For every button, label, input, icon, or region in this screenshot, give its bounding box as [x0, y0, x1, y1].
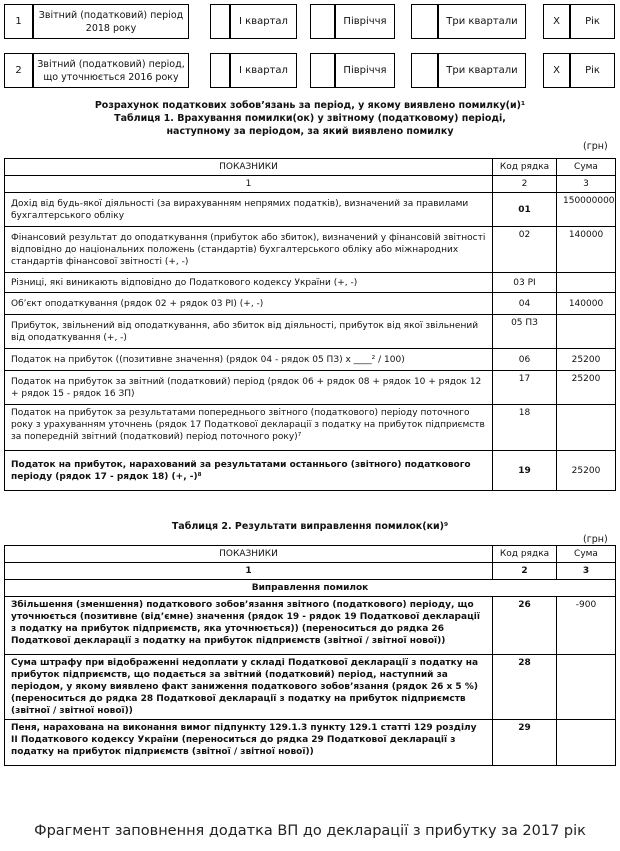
table-row — [5, 451, 616, 491]
q1-checkbox[interactable] — [210, 53, 230, 88]
table-row — [5, 273, 616, 293]
column-number: 2 — [493, 563, 557, 580]
year-checkbox[interactable]: X — [543, 4, 570, 39]
table1-title: Таблиця 1. Врахування помилки(ок) у звітному (податковому) періоді, — [114, 113, 506, 124]
column-header: ПОКАЗНИКИ — [5, 159, 493, 176]
column-number: 1 — [5, 563, 493, 580]
table-row — [5, 597, 616, 655]
row-label: Податок на прибуток, нарахований за результатами останнього (звітного) податкового періоду (рядок 17 - рядок 18) (+, -)⁸ — [5, 451, 493, 491]
row-label: Податок на прибуток за результатами попереднього звітного (податкового) періоду поточного року з урахуванням уточнень (рядок 17 Податкової декларації з податку на прибуток підприємств за попередній звітний (податковий) період поточного року)⁷ — [5, 405, 493, 451]
row-sum[interactable]: 25200 — [557, 451, 616, 491]
row-sum[interactable] — [557, 273, 616, 293]
half-year-label: Півріччя — [335, 53, 395, 88]
table-row — [5, 315, 616, 349]
row-sum[interactable]: 25200 — [557, 371, 616, 405]
table-row — [5, 371, 616, 405]
table1-subtitle: наступному за періодом, за який виявлено помилку — [166, 126, 454, 137]
row-code: 06 — [493, 349, 557, 371]
row-code: 17 — [493, 371, 557, 405]
row-label: Збільшення (зменшення) податкового зобов’язання звітного (податкового) періоду, що уточнюється (позитивне (від’ємне) значення (рядок 19 - рядок 19 Податкової декларації з податку на прибуток підприємств, яка уточнюється)) (переноситься до рядка 26 Податкової декларації з податку на прибуток підприємств (звітної / звітної нової)) — [5, 597, 493, 655]
row-sum[interactable]: 150000000 — [557, 193, 616, 227]
table1 — [4, 158, 616, 491]
q1-checkbox[interactable] — [210, 4, 230, 39]
table2-title: Таблиця 2. Результати виправлення помилок(ки)⁹ — [171, 521, 449, 532]
table2-unit: (грн) — [583, 534, 608, 545]
row-sum[interactable] — [557, 655, 616, 720]
row-sum[interactable]: -900 — [557, 597, 616, 655]
half-year-checkbox[interactable] — [310, 4, 335, 39]
three-quarters-label: Три квартали — [438, 4, 526, 39]
subheading: Виправлення помилок — [5, 580, 616, 597]
row-label: Дохід від будь-якої діяльності (за вирахуванням непрямих податків), визначений за правилами бухгалтерського обліку — [5, 193, 493, 227]
row-code: 18 — [493, 405, 557, 451]
row-label: Прибуток, звільнений від оподаткування, або збиток від діяльності, прибуток від якої звільнений від оподаткування (+, -) — [5, 315, 493, 349]
row-sum[interactable] — [557, 315, 616, 349]
row-code: 02 — [493, 227, 557, 273]
table2 — [4, 545, 616, 766]
caption: Фрагмент заповнення додатка ВП до декларації з прибутку за 2017 рік — [34, 823, 586, 839]
row-code: 04 — [493, 293, 557, 315]
column-header: Сума — [557, 546, 616, 563]
table-row — [5, 655, 616, 720]
row-code: 03 РІ — [493, 273, 557, 293]
row-sum[interactable]: 25200 — [557, 349, 616, 371]
row-sum[interactable]: 140000 — [557, 227, 616, 273]
period-row-number: 2 — [4, 53, 33, 88]
column-number: 3 — [557, 176, 616, 193]
row-code: 01 — [493, 193, 557, 227]
table-row — [5, 227, 616, 273]
three-quarters-label: Три квартали — [438, 53, 526, 88]
year-label: Рік — [570, 53, 615, 88]
half-year-checkbox[interactable] — [310, 53, 335, 88]
year-checkbox[interactable]: X — [543, 53, 570, 88]
q1-label: І квартал — [230, 4, 297, 39]
column-header: Код рядка — [493, 159, 557, 176]
row-code: 05 ПЗ — [493, 315, 557, 349]
period-label: Звітний (податковий) період, що уточнюється 2016 року — [33, 53, 189, 88]
row-label: Сума штрафу при відображенні недоплати у складі Податкової декларації з податку на прибуток підприємств, що подається за звітний (податковий) період, наступний за періодом, у якому виявлено факт заниження податкового зобов’язання (рядок 26 х 5 %) (переноситься до рядка 28 Податкової декларації з податку на прибуток підприємств (звітної / звітної нової)) — [5, 655, 493, 720]
table-row — [5, 720, 616, 766]
column-header: Код рядка — [493, 546, 557, 563]
table-row — [5, 405, 616, 451]
row-label: Пеня, нарахована на виконання вимог підпункту 129.1.3 пункту 129.1 статті 129 розділу ІІ Податкового кодексу України (переноситься до рядка 29 Податкової декларації з податку на прибуток підприємств (звітної / звітної нової)) — [5, 720, 493, 766]
three-quarters-checkbox[interactable] — [411, 53, 438, 88]
table-row — [5, 293, 616, 315]
row-label: Різниці, які виникають відповідно до Податкового кодексу України (+, -) — [5, 273, 493, 293]
period-label: Звітний (податковий) період 2018 року — [33, 4, 189, 39]
column-number: 2 — [493, 176, 557, 193]
column-number: 3 — [557, 563, 616, 580]
row-code: 19 — [493, 451, 557, 491]
q1-label: І квартал — [230, 53, 297, 88]
row-label: Фінансовий результат до оподаткування (прибуток або збиток), визначений у фінансовій звітності відповідно до національних положень (стандартів) бухгалтерського обліку або міжнародних стандартів фінансової звітності (+, -) — [5, 227, 493, 273]
row-code: 26 — [493, 597, 557, 655]
column-header: ПОКАЗНИКИ — [5, 546, 493, 563]
row-label: Податок на прибуток ((позитивне значення) (рядок 04 - рядок 05 ПЗ) х ____² / 100) — [5, 349, 493, 371]
table-row — [5, 193, 616, 227]
column-number: 1 — [5, 176, 493, 193]
three-quarters-checkbox[interactable] — [411, 4, 438, 39]
row-sum[interactable] — [557, 720, 616, 766]
row-label: Об’єкт оподаткування (рядок 02 + рядок 03 РІ) (+, -) — [5, 293, 493, 315]
year-label: Рік — [570, 4, 615, 39]
row-label: Податок на прибуток за звітний (податковий) період (рядок 06 + рядок 08 + рядок 10 + рядок 12 + рядок 15 - рядок 16 ЗП) — [5, 371, 493, 405]
half-year-label: Півріччя — [335, 4, 395, 39]
period-row-number: 1 — [4, 4, 33, 39]
table-row — [5, 349, 616, 371]
row-sum[interactable]: 140000 — [557, 293, 616, 315]
row-sum[interactable] — [557, 405, 616, 451]
row-code: 28 — [493, 655, 557, 720]
row-code: 29 — [493, 720, 557, 766]
column-header: Сума — [557, 159, 616, 176]
section-title: Розрахунок податкових зобов’язань за період, у якому виявлено помилку(и)¹ — [94, 100, 526, 111]
table1-unit: (грн) — [583, 141, 608, 152]
